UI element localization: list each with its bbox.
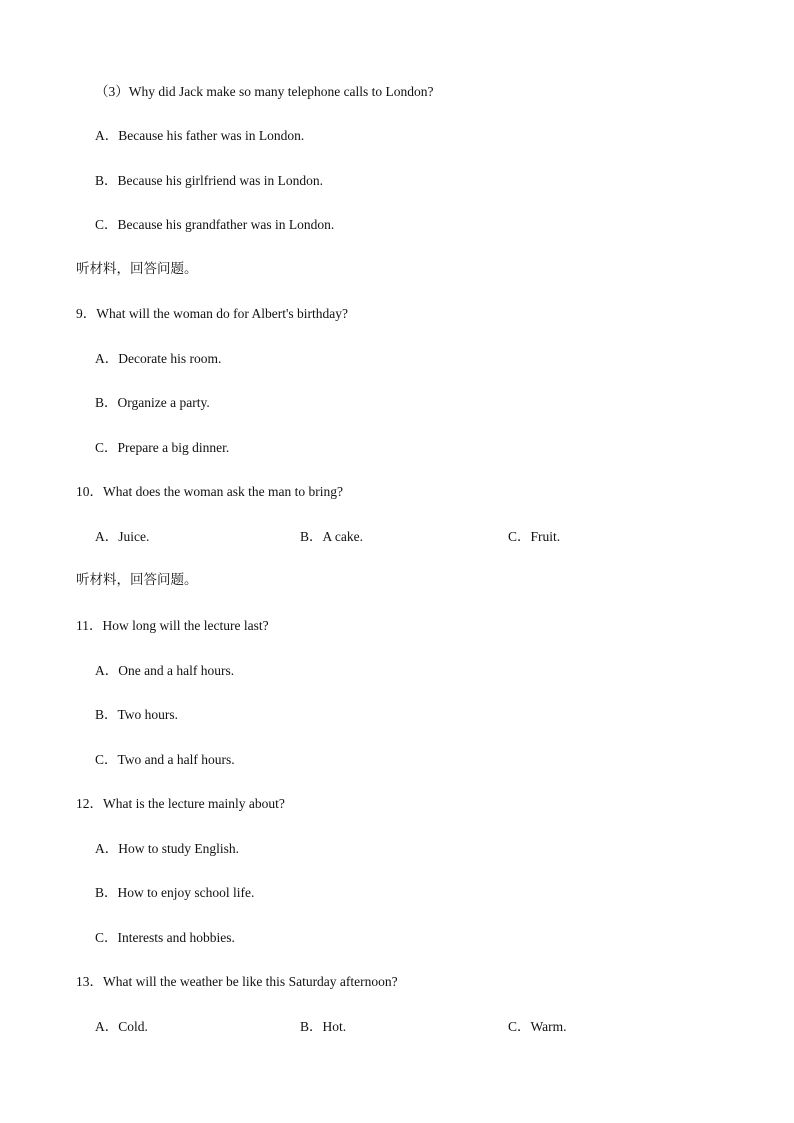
question-11-option-c: C．Two and a half hours.: [95, 752, 235, 767]
question-11-option-a: A．One and a half hours.: [95, 663, 235, 678]
question-10-option-c: C．Fruit.: [508, 529, 561, 544]
question-11-stem: 11．How long will the lecture last?: [76, 618, 269, 633]
question-11-option-b: B．Two hours.: [95, 707, 179, 722]
question-9-option-b: B．Organize a party.: [95, 395, 210, 410]
question-13-option-c: C．Warm.: [508, 1019, 567, 1034]
question-8-3-option-a: A．Because his father was in London.: [95, 128, 305, 143]
question-13-option-b: B．Hot.: [300, 1019, 347, 1034]
section-instruction: 听材料，回答问题。: [76, 261, 198, 276]
question-8-3-option-b: B．Because his girlfriend was in London.: [95, 173, 323, 188]
question-10-option-b: B．A cake.: [300, 529, 363, 544]
question-9-option-c: C．Prepare a big dinner.: [95, 440, 230, 455]
question-10-stem: 10．What does the woman ask the man to bring?: [76, 484, 343, 499]
question-12-option-b: B．How to enjoy school life.: [95, 885, 255, 900]
question-9-option-a: A．Decorate his room.: [95, 351, 222, 366]
section-instruction: 听材料，回答问题。: [76, 572, 198, 587]
question-10-option-a: A．Juice.: [95, 529, 150, 544]
question-8-3-stem: （3）Why did Jack make so many telephone calls to London?: [95, 84, 434, 99]
question-12-option-a: A．How to study English.: [95, 841, 240, 856]
question-13-stem: 13．What will the weather be like this Saturday afternoon?: [76, 974, 398, 989]
question-8-3-option-c: C．Because his grandfather was in London.: [95, 217, 335, 232]
question-12-stem: 12．What is the lecture mainly about?: [76, 796, 285, 811]
question-9-stem: 9．What will the woman do for Albert's birthday?: [76, 306, 348, 321]
question-13-option-a: A．Cold.: [95, 1019, 148, 1034]
question-12-option-c: C．Interests and hobbies.: [95, 930, 235, 945]
